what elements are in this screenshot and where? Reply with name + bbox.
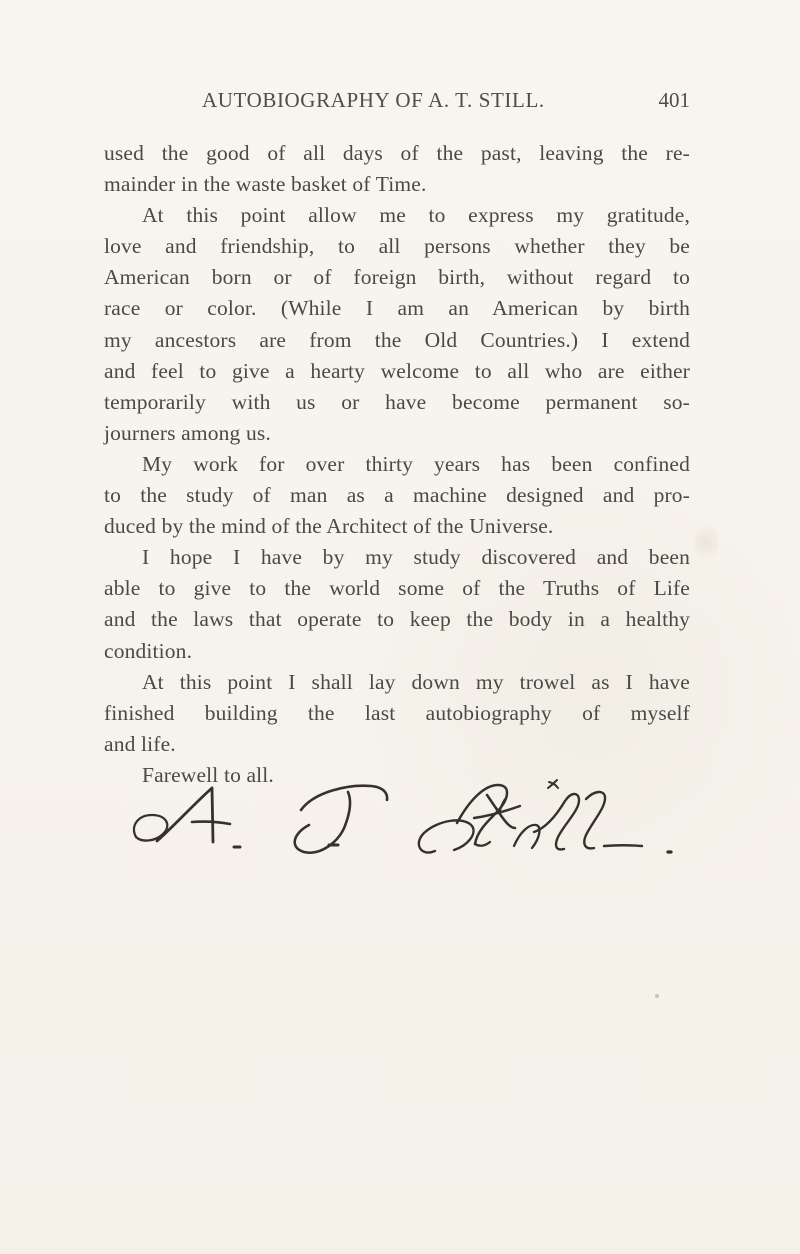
text-line: journers among us. [104,420,271,445]
text-line: race or color. (While I am an American by birth [104,296,690,321]
paper-speck [655,994,659,998]
text-line: At this point allow me to express my gratitude, [142,203,690,228]
body-text [104,138,690,791]
text-line: I hope I have by my study discovered and been [142,545,690,570]
paper-mark [694,520,718,564]
text-line: my ancestors are from the Old Countries.) I extend [104,327,690,352]
page-number: 401 [658,88,690,112]
text-line: finished building the last autobiography of myself [104,700,690,725]
signature-drawing [118,768,678,878]
text-line: used the good of all days of the past, leaving the re- [104,141,690,165]
text-line: temporarily with us or have become permanent so- [104,389,690,414]
text-line: and life. [104,731,176,756]
text-line: mainder in the waste basket of Time. [104,172,427,197]
text-line: At this point I shall lay down my trowel as I have [142,669,690,694]
text-line: love and friendship, to all persons whether they be [104,234,690,259]
running-header [202,88,690,118]
signature [118,768,678,878]
text-line: condition. [104,638,193,663]
text-line: Farewell to all. [142,762,274,787]
text-line: American born or of foreign birth, without regard to [104,265,690,290]
running-title: AUTOBIOGRAPHY OF A. T. STILL. [202,88,545,112]
text-line: to the study of man as a machine designed and pro- [104,483,690,508]
text-line: duced by the mind of the Architect of the Universe. [104,514,554,539]
text-line: able to give to the world some of the Truths of Life [104,576,690,601]
text-line: and feel to give a hearty welcome to all who are either [104,358,690,383]
text-line: and the laws that operate to keep the body in a healthy [104,607,690,632]
text-line: My work for over thirty years has been confined [142,451,690,476]
